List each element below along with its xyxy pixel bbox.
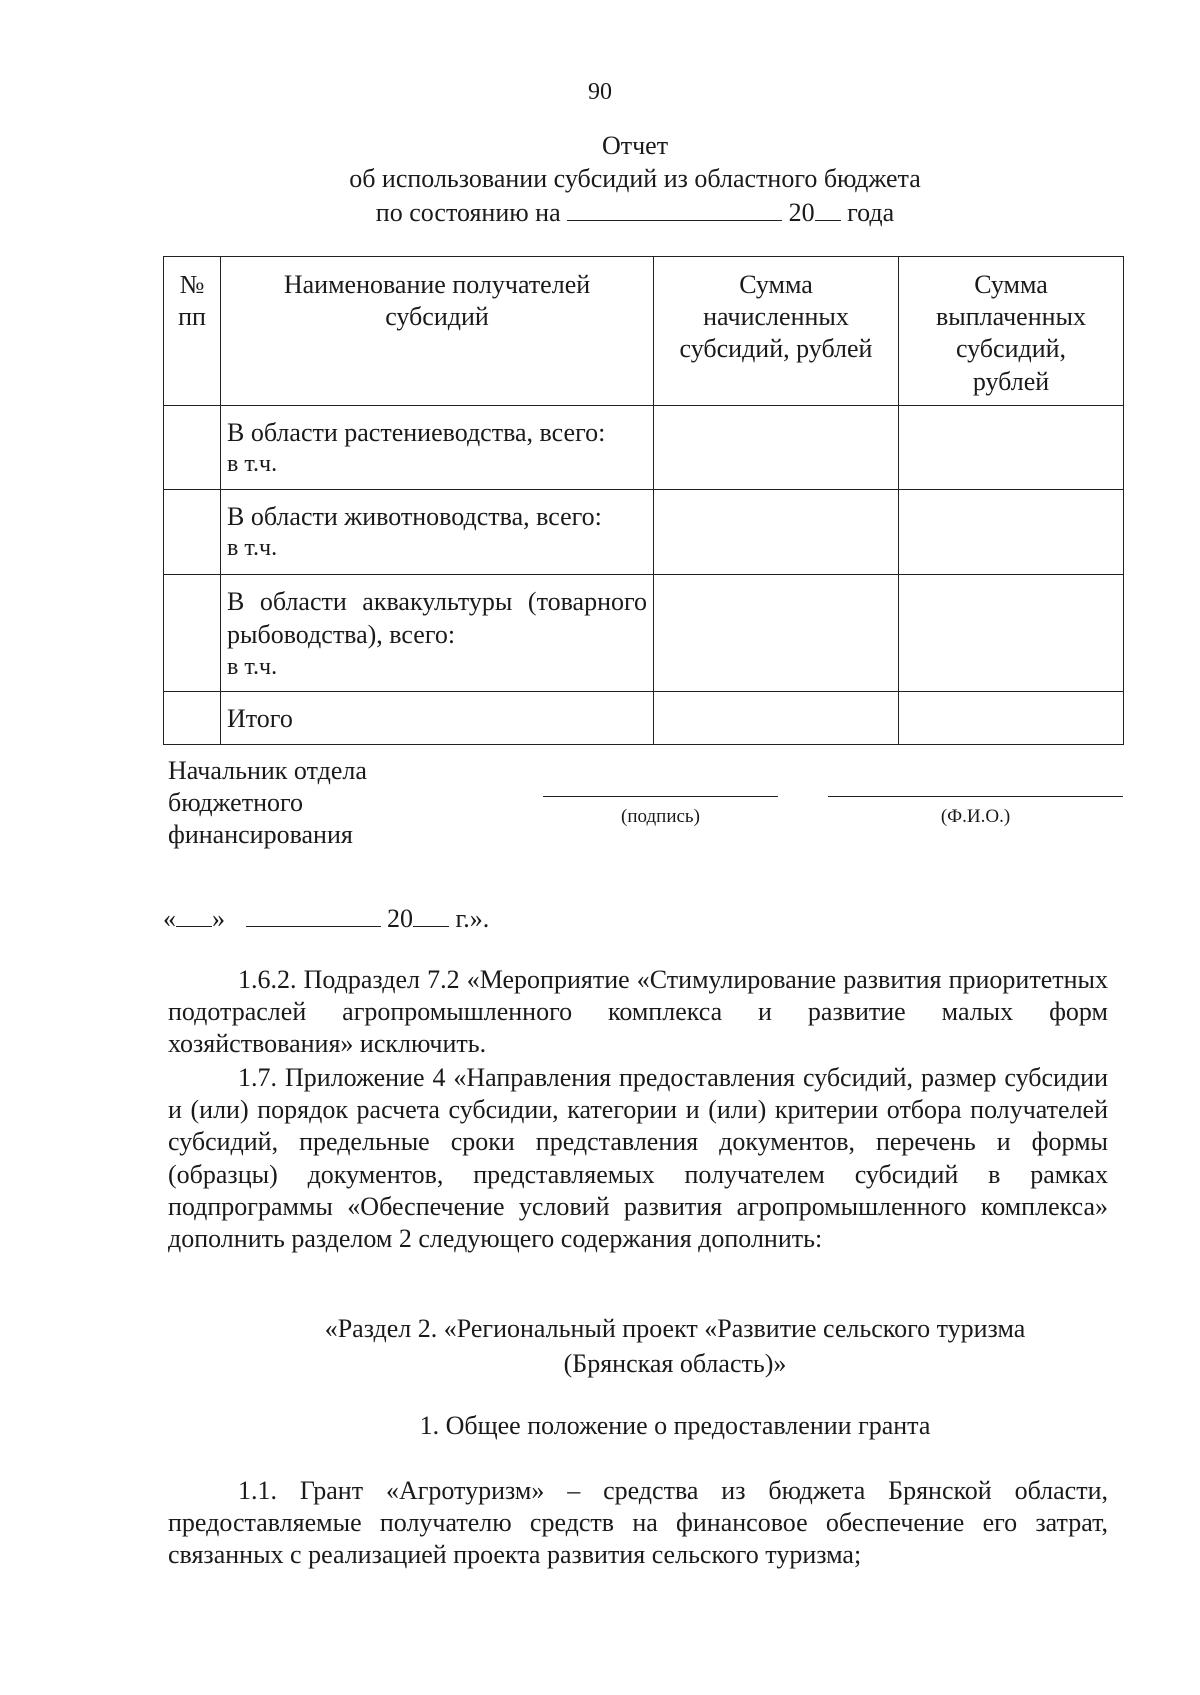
signature-caption: (подпись) [621, 806, 700, 827]
position-line: Начальник отдела [168, 756, 367, 785]
subsection-heading: 1. Общее положение о предоставлении гранта [419, 1411, 931, 1440]
table-cell-accrued [654, 575, 899, 692]
fio-line [828, 796, 1123, 797]
table-cell-accrued [654, 406, 899, 490]
table-row [164, 490, 1124, 575]
table-row [164, 575, 1124, 692]
position-line: финансирования [168, 820, 353, 850]
paragraph-1-6-2: 1.6.2. Подраздел 7.2 «Мероприятие «Стимулирование развития приоритетных подотраслей агропромышленного комплекса и развитие малых форм хозяйствования» исключить. [168, 965, 1108, 1059]
row-title: В области аквакультуры (товарного рыбоводства), всего: [227, 587, 647, 650]
table-cell-accrued [654, 490, 899, 575]
report-table [163, 256, 1124, 745]
table-cell-name [221, 406, 654, 490]
row-title: В области животноводства, всего: [227, 502, 602, 531]
signature-line [543, 796, 778, 797]
year-prefix: 20 [387, 904, 413, 933]
table-cell-paid [899, 490, 1124, 575]
table-cell-paid [899, 406, 1124, 490]
signatory-position [168, 755, 367, 852]
table-cell-paid [899, 575, 1124, 692]
table-row-total [164, 692, 1124, 745]
report-subtitle: об использовании субсидий из областного бюджета [349, 164, 921, 193]
row-subtitle: в т.ч. [227, 653, 278, 680]
table-cell-num [164, 406, 221, 490]
section-title-cont: (Брянская область)» [563, 1349, 787, 1378]
report-date-line [0, 196, 1200, 228]
close-quote: » [212, 904, 225, 933]
table-cell-paid [899, 692, 1124, 745]
as-of-label: по состоянию на [375, 198, 561, 227]
date-fill-line [163, 902, 489, 934]
day-blank [176, 902, 212, 927]
row-title: Итого [227, 704, 293, 733]
open-quote: « [163, 904, 176, 933]
paragraph-1-1: 1.1. Грант «Агротуризм» – средства из бюджета Брянской области, предоставляемые получателю средств на финансовое обеспечение его затрат, связанных с реализацией проекта развития сельского туризма; [168, 1476, 1108, 1570]
month-blank [246, 902, 381, 927]
table-row [164, 406, 1124, 490]
table-header-row [164, 257, 1124, 406]
paragraph-1-7: 1.7. Приложение 4 «Направления предоставления субсидий, размер субсидии и (или) порядок расчета субсидии, категории и (или) критерии отбора получателей субсидий, предельные сроки представления документов, перечень и формы (образцы) документов, представляемых получателем субсидий в рамках подпрограммы «Обеспечение условий развития агропромышленного комплекса» дополнить разделом 2 следующего содержания дополнить: [168, 1063, 1108, 1254]
year-blank [815, 196, 841, 221]
row-subtitle: в т.ч. [227, 535, 278, 562]
table-cell-name [221, 692, 654, 745]
date-blank [567, 196, 782, 221]
header-accrued: Сумма начисленных субсидий, рублей [654, 257, 899, 406]
report-title: Отчет [601, 131, 669, 160]
table-cell-num [164, 575, 221, 692]
date-suffix: г.». [455, 904, 490, 933]
table-cell-num [164, 490, 221, 575]
year-blank [413, 902, 449, 927]
table-cell-accrued [654, 692, 899, 745]
header-num: № пп [164, 257, 221, 406]
position-line: бюджетного [168, 788, 304, 818]
header-paid: Сумма выплаченных субсидий, рублей [899, 257, 1124, 406]
header-name: Наименование получателей субсидий [221, 257, 654, 406]
row-title: В области растениеводства, всего: [227, 418, 606, 447]
page-number: 90 [588, 79, 612, 105]
table-cell-name [221, 490, 654, 575]
year-suffix: года [847, 198, 895, 227]
year-prefix: 20 [788, 198, 815, 227]
table-cell-name [221, 575, 654, 692]
fio-caption: (Ф.И.О.) [940, 806, 1011, 827]
table-cell-num [164, 692, 221, 745]
section-title: «Раздел 2. «Региональный проект «Развитие сельского туризма [324, 1314, 1026, 1343]
row-subtitle: в т.ч. [227, 451, 278, 478]
